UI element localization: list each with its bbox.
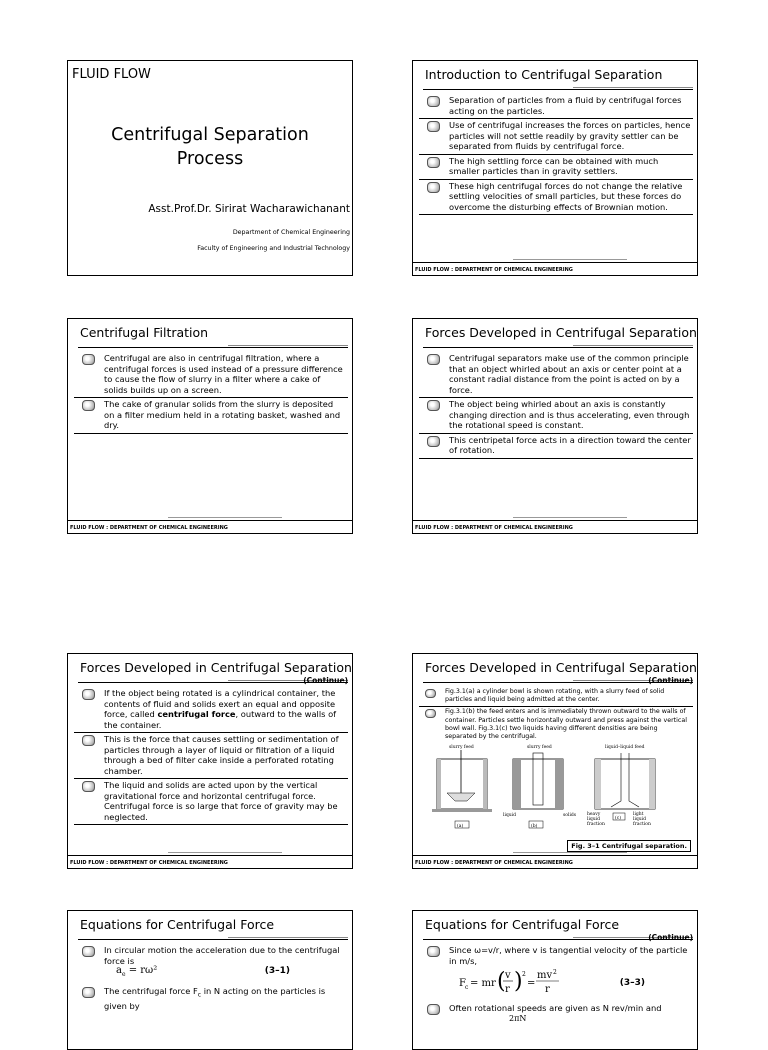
slide-title [67, 60, 353, 276]
slide-footer: FLUID FLOW : DEPARTMENT OF CHEMICAL ENGINEERING [68, 855, 352, 868]
bullet-icon [427, 157, 440, 168]
label-b: (b) [531, 824, 538, 829]
svg-text:): ) [514, 969, 523, 994]
slurry-a [447, 793, 475, 801]
bullet-icon [82, 987, 95, 998]
heading-rule [423, 89, 693, 90]
slide-heading: Forces Developed in Centrifugal Separation [80, 660, 352, 675]
figure-caption: Fig. 3–1 Centrifugal separation. [567, 840, 691, 852]
equation-number: (3–1) [264, 966, 290, 976]
solids-layer-b [555, 759, 563, 809]
bullet-icon [427, 1004, 440, 1015]
slide-centrifugal-filtration [67, 318, 353, 534]
svg-text:mv: mv [537, 970, 553, 981]
presentation-title [68, 123, 352, 171]
bullet-text: Use of centrifugal increases the forces on particles, hence particles will not settle readily by gravity settler can be separated from fluids by centrifugal force. [449, 120, 691, 151]
bullet-icon [82, 735, 95, 746]
svg-text:2: 2 [553, 969, 557, 976]
label-light-liquid: liquid [633, 817, 646, 822]
label-c: (c) [615, 816, 622, 821]
bullet-item [419, 708, 693, 743]
bullet-icon [82, 354, 95, 365]
equation-3-3-formula [459, 966, 579, 1000]
bullet-text: The cake of granular solids from the slurry is deposited on a filter medium held in a rotating basket, washed and dry. [104, 399, 341, 430]
bullet-bold-term: centrifugal force [157, 709, 236, 719]
bullet-item [419, 353, 693, 398]
heavy-layer-c [649, 759, 655, 809]
bullet-list [74, 353, 348, 435]
label-slurry-feed-b: slurry feed [527, 745, 552, 750]
equation-3-3 [449, 966, 691, 1000]
author-name: Asst.Prof.Dr. Sirirat Wacharawichanant [148, 203, 350, 215]
continue-label: (Continue) [648, 933, 693, 942]
heavy-layer-c [595, 759, 601, 809]
bullet-list [419, 95, 693, 216]
bullet-item [74, 945, 348, 984]
slide-heading: Centrifugal Filtration [80, 325, 209, 340]
bullet-item [419, 435, 693, 459]
bullet-text: In circular motion the acceleration due to the centrifugal force is [104, 945, 340, 966]
svg-text:F: F [459, 978, 466, 989]
bullet-subscript: c [197, 991, 202, 999]
slide-footer: FLUID FLOW : DEPARTMENT OF CHEMICAL ENGINEERING [68, 520, 352, 533]
bullet-item [74, 353, 348, 398]
bullet-text: Fig.3.1(b) the feed enters and is immediately thrown outward to the walls of container. Particles settle horizontally outward and press against the vertical bowl wall. Fig.3.1(c) two liquids having different densities are being separated by the centrifugal. [445, 708, 687, 741]
title-line-2: Process [176, 149, 244, 169]
bullet-item [74, 399, 348, 434]
slide-footer: FLUID FLOW : DEPARTMENT OF CHEMICAL ENGINEERING [413, 855, 697, 868]
bullet-list [74, 945, 348, 1015]
bullet-item [419, 181, 693, 216]
bowl-wall-a [483, 759, 487, 809]
slide-forces-developed-1 [412, 318, 698, 534]
equation-3-1 [116, 966, 346, 982]
bowl-wall-a [437, 759, 441, 809]
bullet-icon [425, 709, 436, 718]
centrifuge-figure [427, 741, 689, 829]
slide-equations-1 [67, 910, 353, 1050]
svg-text:v: v [505, 970, 511, 981]
heading-rule [78, 939, 348, 940]
continue-label: (Continue) [648, 676, 693, 685]
bullet-text: Centrifugal separators make use of the common principle that an object whirled about an axis or center point at a constant radial distance from the point is acted on by a force. [449, 353, 689, 395]
bullet-text: The high settling force can be obtained with much smaller particles than in gravity settlers. [449, 155, 659, 176]
label-heavy: heavy [587, 812, 601, 817]
feed-tube-c [611, 753, 639, 807]
bullet-text: The centrifugal force F [104, 986, 198, 996]
bullet-text: Since ω=v/r, where v is tangential velocity of the particle in m/s, [449, 945, 688, 966]
bullet-icon [427, 96, 440, 107]
bullet-item [419, 688, 693, 707]
eq-subscript: e [121, 971, 126, 978]
slide-heading: Forces Developed in Centrifugal Separation [425, 660, 697, 675]
svg-text:c: c [465, 984, 469, 991]
bullet-icon [427, 946, 440, 957]
bullet-item [74, 986, 348, 1014]
bullet-item [419, 1003, 693, 1026]
bullet-list [419, 353, 693, 460]
heading-rule [423, 347, 693, 348]
bullet-icon [427, 436, 440, 447]
title-line-1: Centrifugal Separation [111, 125, 309, 145]
slide-forces-developed-3 [412, 653, 698, 869]
bullet-text: Often rotational speeds are given as N rev/min and [449, 1003, 662, 1013]
bullet-text: If the object being rotated is a cylindrical container, the contents of fluid and solids exert an equal and opposite force, called [104, 688, 336, 719]
bullet-icon [427, 182, 440, 193]
bullet-text: Separation of particles from a fluid by centrifugal forces acting on the particles. [449, 95, 682, 116]
slide-footer: FLUID FLOW : DEPARTMENT OF CHEMICAL ENGINEERING [413, 262, 697, 275]
slide-introduction [412, 60, 698, 276]
bullet-icon [82, 400, 95, 411]
svg-text:r: r [545, 984, 550, 995]
equation-number: (3–3) [619, 978, 645, 988]
label-heavy-fraction: fraction [587, 822, 605, 827]
svg-text:=: = [527, 978, 536, 989]
bullet-item [74, 688, 348, 733]
bullet-item [419, 95, 693, 119]
bullet-text: This is the force that causes settling or sedimentation of particles through a layer of liquid or filtration of a liquid through a bed of filter cake inside a perforated rotating chamber. [104, 734, 339, 776]
heading-rule [78, 347, 348, 348]
label-a: (a) [457, 824, 464, 829]
svg-text:= mr: = mr [470, 978, 496, 989]
eq-lhs: a [116, 965, 122, 976]
bullet-icon [427, 121, 440, 132]
bullet-icon [427, 354, 440, 365]
bullet-list [419, 945, 693, 1027]
label-liquid-feed: liquid–liquid feed [605, 745, 645, 750]
bullet-text: These high centrifugal forces do not change the relative settling velocities of small particles, but these forces do overcome the disturbing effects of Brownian motion. [449, 180, 683, 212]
bullet-item [74, 780, 348, 825]
bullet-icon [82, 689, 95, 700]
slide-heading: Forces Developed in Centrifugal Separation [425, 325, 697, 340]
slide-heading: Equations for Centrifugal Force [425, 917, 620, 932]
svg-text:r: r [505, 984, 510, 995]
bullet-icon [427, 400, 440, 411]
slide-heading: Equations for Centrifugal Force [80, 917, 275, 932]
bullet-text: in N acting on the particles is given by [104, 986, 326, 1012]
label-slurry-feed-a: slurry feed [449, 745, 474, 750]
label-light-fraction: fraction [633, 822, 651, 827]
bullet-text: , outward to the walls of the container. [104, 709, 337, 730]
bullet-list [419, 688, 693, 744]
bullet-text: The liquid and solids are acted upon by the vertical gravitational force and horizontal centrifugal force. Centrifugal force is so large that force of gravity may be neglected. [104, 780, 338, 822]
bullet-text: This centripetal force acts in a direction toward the center of rotation. [449, 434, 691, 455]
svg-text:2: 2 [522, 971, 526, 978]
label-solids: solids [563, 813, 577, 818]
label-liquid: liquid [503, 813, 516, 818]
bowl-a [437, 759, 487, 809]
faculty-name: Faculty of Engineering and Industrial Technology [197, 245, 350, 252]
label-heavy-liquid: liquid [587, 817, 600, 822]
bullet-text: Fig.3.1(a) a cylinder bowl is shown rotating, with a slurry feed of solid particles and liquid being admitted at the center. [445, 688, 665, 704]
bowl-c [595, 759, 655, 809]
bullet-item [74, 734, 348, 779]
slide-heading: Introduction to Centrifugal Separation [425, 67, 663, 82]
bullet-item [419, 156, 693, 180]
slide-footer: FLUID FLOW : DEPARTMENT OF CHEMICAL ENGINEERING [413, 520, 697, 533]
bullet-icon [82, 781, 95, 792]
course-name: FLUID FLOW [72, 67, 151, 82]
svg-text:(: ( [497, 969, 506, 994]
bullet-icon [82, 946, 95, 957]
label-light: light [633, 812, 644, 817]
bullet-text: Centrifugal are also in centrifugal filtration, where a centrifugal forces is used instead of a pressure difference to cause the flow of slurry in a filter where a cake of solids builds up on a screen. [104, 353, 343, 395]
feed-tube-b [533, 753, 543, 805]
bullet-text: The object being whirled about an axis is constantly changing direction and is thus accelerating, even through the rotational speed is constant. [449, 399, 690, 430]
solids-layer-b [513, 759, 521, 809]
department-name: Department of Chemical Engineering [232, 229, 350, 236]
slide-equations-2 [412, 910, 698, 1050]
slide-forces-developed-2 [67, 653, 353, 869]
bullet-icon [425, 689, 436, 698]
equation-partial: 2πN [509, 1013, 527, 1023]
bullet-item [419, 399, 693, 434]
bullet-item [419, 945, 693, 1002]
bullet-list [74, 688, 348, 826]
eq-rhs: = rω² [128, 965, 158, 976]
continue-label: (Continue) [303, 676, 348, 685]
bullet-item [419, 120, 693, 155]
base-a [432, 809, 492, 812]
